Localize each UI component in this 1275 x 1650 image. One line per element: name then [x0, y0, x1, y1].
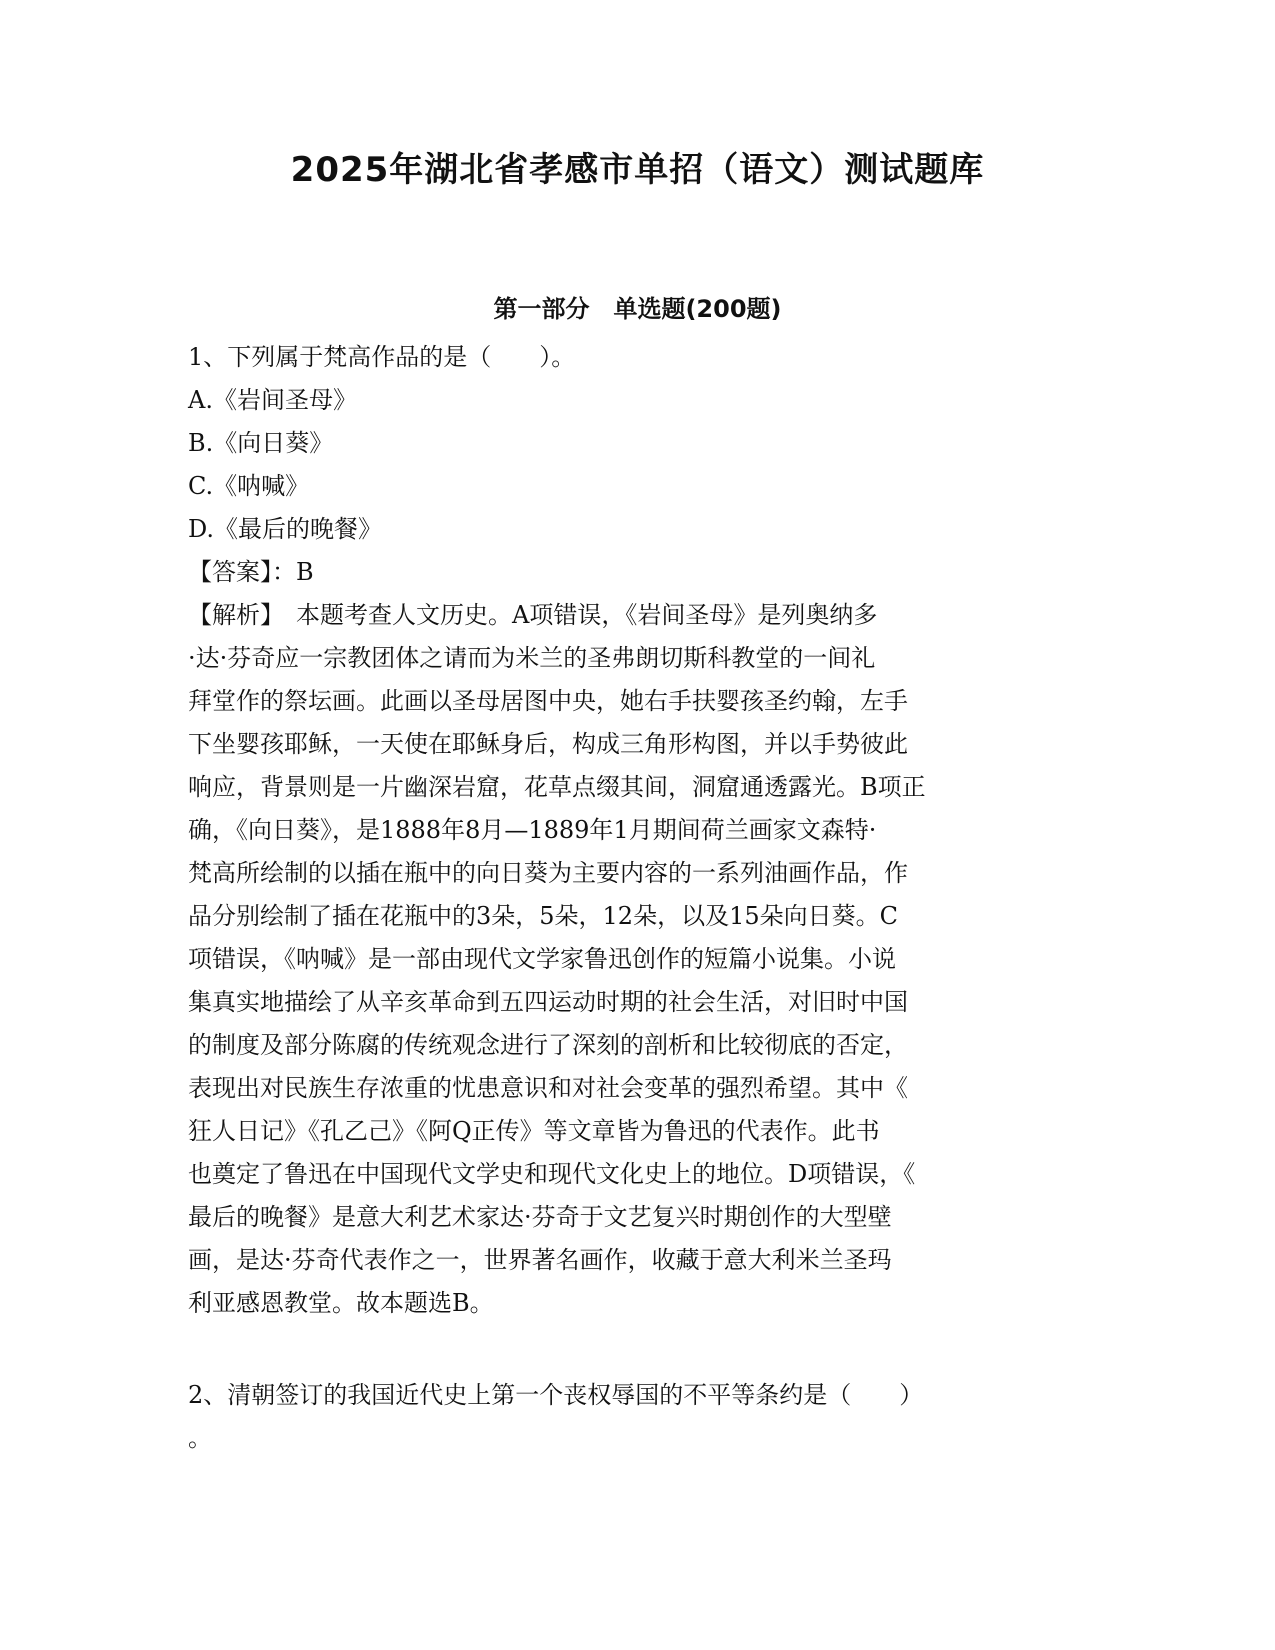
answer-line	[188, 551, 1088, 594]
explanation-label: 【解析】	[188, 601, 272, 629]
explanation-line: 利亚感恩教堂。故本题选B。	[188, 1289, 494, 1317]
section-title: 第一部分 单选题(200题)	[493, 295, 782, 323]
question-stem: 1、下列属于梵高作品的是（ ）。	[188, 343, 576, 371]
explanation-line: 下坐婴孩耶稣，一天使在耶稣身后，构成三角形构图，并以手势彼此	[188, 730, 908, 758]
explanation-line: 表现出对民族生存浓重的忧患意识和对社会变革的强烈希望。其中《	[188, 1074, 908, 1102]
option-d: D.《最后的晚餐》	[188, 515, 383, 543]
explanation-line: 狂人日记》《孔乙己》《阿Q正传》等文章皆为鲁迅的代表作。此书	[188, 1117, 880, 1145]
option-b: B.《向日葵》	[188, 429, 334, 457]
explanation-line: 梵高所绘制的以插在瓶中的向日葵为主要内容的一系列油画作品，作	[188, 859, 908, 887]
explanation-line: 品分别绘制了插在花瓶中的3朵，5朵，12朵，以及15朵向日葵。C	[188, 902, 898, 930]
explanation-line: 项错误，《呐喊》是一部由现代文学家鲁迅创作的短篇小说集。小说	[188, 945, 896, 973]
explanation-line: 【解析】 本题考查人文历史。A项错误，《岩间圣母》是列奥纳多	[188, 601, 878, 629]
question-stem: 2、清朝签订的我国近代史上第一个丧权辱国的不平等条约是（ ）	[188, 1381, 924, 1409]
explanation-line: 拜堂作的祭坛画。此画以圣母居图中央，她右手扶婴孩圣约翰，左手	[188, 687, 908, 715]
question-2	[188, 1374, 1088, 1460]
explanation	[188, 594, 1088, 1325]
option-c: C.《呐喊》	[188, 472, 310, 500]
question-stem-continued: 。	[188, 1424, 212, 1452]
explanation-line: 也奠定了鲁迅在中国现代文学史和现代文化史上的地位。D项错误，《	[188, 1160, 916, 1188]
answer-value: B	[296, 558, 314, 586]
explanation-line: ·达·芬奇应一宗教团体之请而为米兰的圣弗朗切斯科教堂的一间礼	[188, 644, 876, 672]
explanation-line: 集真实地描绘了从辛亥革命到五四运动时期的社会生活，对旧时中国	[188, 988, 908, 1016]
document-title: 2025年湖北省孝感市单招（语文）测试题库	[290, 150, 985, 190]
explanation-line: 最后的晚餐》是意大利艺术家达·芬奇于文艺复兴时期创作的大型壁	[188, 1203, 892, 1231]
explanation-line: 响应，背景则是一片幽深岩窟，花草点缀其间，洞窟通透露光。B项正	[188, 773, 926, 801]
question-1	[188, 336, 1088, 1325]
answer-label: 【答案】：	[188, 558, 296, 586]
explanation-line: 的制度及部分陈腐的传统观念进行了深刻的剖析和比较彻底的否定，	[188, 1031, 908, 1059]
option-a: A.《岩间圣母》	[188, 386, 357, 414]
explanation-line: 画，是达·芬奇代表作之一，世界著名画作，收藏于意大利米兰圣玛	[188, 1246, 892, 1274]
explanation-line: 确，《向日葵》，是1888年8月—1889年1月期间荷兰画家文森特·	[188, 816, 877, 844]
